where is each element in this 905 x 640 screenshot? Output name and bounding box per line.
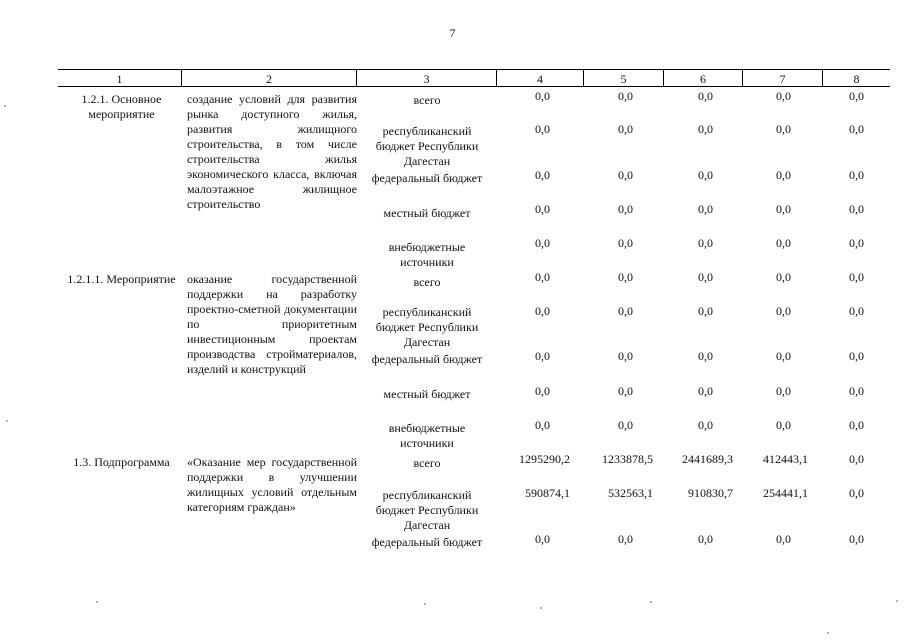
- scan-speck: [650, 601, 652, 603]
- value-col4: 0,0: [535, 122, 550, 136]
- value-col5: 0,0: [618, 202, 633, 216]
- funding-source-label: федеральный бюджет: [371, 171, 483, 185]
- value-col4: 590874,1: [525, 486, 570, 500]
- funding-source-label: республиканский бюджет Республики Дагестан: [375, 488, 479, 532]
- value-col8: 0,0: [849, 452, 864, 466]
- column-header: 5: [620, 72, 627, 86]
- value-col8: 0,0: [849, 532, 864, 546]
- column-header: 7: [779, 72, 786, 86]
- scan-speck: [827, 632, 829, 634]
- scan-speck: [424, 603, 426, 605]
- value-col6: 0,0: [698, 532, 713, 546]
- row-code: 1.3. Подпрограмма: [73, 455, 170, 469]
- value-col6: 910830,7: [688, 486, 733, 500]
- value-col4: 0,0: [535, 384, 550, 398]
- value-col7: 254441,1: [763, 486, 808, 500]
- scan-speck: [540, 607, 542, 609]
- funding-source-label: республиканский бюджет Республики Дагестан: [375, 124, 479, 168]
- funding-source-label: внебюджетные источники: [388, 421, 466, 450]
- funding-source-label: местный бюджет: [383, 206, 471, 220]
- value-col7: 0,0: [776, 236, 791, 250]
- value-col7: 0,0: [776, 168, 791, 182]
- value-col4: 0,0: [535, 168, 550, 182]
- scan-speck: [96, 601, 98, 603]
- value-col7: 412443,1: [763, 452, 808, 466]
- value-col8: 0,0: [849, 486, 864, 500]
- value-col4: 1295290,2: [519, 452, 570, 466]
- value-col8: 0,0: [849, 202, 864, 216]
- value-col4: 0,0: [535, 236, 550, 250]
- funding-source-label: федеральный бюджет: [371, 535, 483, 549]
- funding-source-label: всего: [413, 93, 441, 107]
- value-col8: 0,0: [849, 349, 864, 363]
- value-col5: 0,0: [618, 532, 633, 546]
- funding-source-label: республиканский бюджет Республики Дагестан: [375, 305, 479, 349]
- value-col6: 0,0: [698, 418, 713, 432]
- value-col7: 0,0: [776, 418, 791, 432]
- row-code: 1.2.1. Основное мероприятие: [81, 92, 162, 121]
- table-header-bottom-rule: [58, 86, 890, 87]
- value-col8: 0,0: [849, 270, 864, 284]
- value-col6: 0,0: [698, 304, 713, 318]
- value-col5: 0,0: [618, 418, 633, 432]
- value-col6: 0,0: [698, 168, 713, 182]
- column-header: 2: [266, 72, 272, 86]
- value-col7: 0,0: [776, 304, 791, 318]
- value-col8: 0,0: [849, 122, 864, 136]
- value-col5: 0,0: [618, 384, 633, 398]
- value-col6: 0,0: [698, 270, 713, 284]
- value-col4: 0,0: [535, 349, 550, 363]
- value-col5: 532563,1: [608, 486, 653, 500]
- column-header: 8: [853, 72, 860, 86]
- value-col5: 0,0: [618, 236, 633, 250]
- value-col8: 0,0: [849, 384, 864, 398]
- value-col4: 0,0: [535, 270, 550, 284]
- value-col7: 0,0: [776, 532, 791, 546]
- value-col7: 0,0: [776, 89, 791, 103]
- value-col6: 0,0: [698, 122, 713, 136]
- row-description: создание условий для развития рынка доступного жилья, развития жилищного строительства, в том числе строительства жилья экономического класса, включая малоэтажное жилищное строительство: [187, 92, 357, 211]
- value-col6: 0,0: [698, 202, 713, 216]
- value-col8: 0,0: [849, 236, 864, 250]
- table-header-top-rule: [58, 69, 890, 70]
- column-header: 1: [116, 72, 123, 86]
- row-description: оказание государственной поддержки на разработку проектно-сметной документации по приоритетным инвестиционным проектам производства стройматериалов, изделий и конструкций: [187, 272, 357, 376]
- value-col5: 0,0: [618, 304, 633, 318]
- value-col8: 0,0: [849, 304, 864, 318]
- scan-speck: [6, 420, 8, 422]
- funding-source-label: всего: [413, 275, 441, 289]
- funding-source-label: федеральный бюджет: [371, 352, 483, 366]
- value-col6: 0,0: [698, 349, 713, 363]
- funding-source-label: местный бюджет: [383, 387, 471, 401]
- value-col5: 0,0: [618, 168, 633, 182]
- value-col6: 0,0: [698, 236, 713, 250]
- value-col6: 2441689,3: [682, 452, 733, 466]
- scan-speck: [4, 105, 6, 107]
- value-col7: 0,0: [776, 270, 791, 284]
- value-col5: 0,0: [618, 270, 633, 284]
- scan-speck: [896, 600, 898, 602]
- column-header: 4: [537, 72, 543, 86]
- funding-source-label: внебюджетные источники: [388, 240, 466, 269]
- value-col6: 0,0: [698, 384, 713, 398]
- funding-source-label: всего: [413, 456, 441, 470]
- value-col7: 0,0: [776, 384, 791, 398]
- value-col7: 0,0: [776, 122, 791, 136]
- value-col4: 0,0: [535, 202, 550, 216]
- value-col4: 0,0: [535, 89, 550, 103]
- row-code: 1.2.1.1. Мероприятие: [67, 272, 176, 286]
- value-col8: 0,0: [849, 168, 864, 182]
- page-number: 7: [449, 26, 456, 40]
- value-col4: 0,0: [535, 304, 550, 318]
- value-col7: 0,0: [776, 202, 791, 216]
- row-description: «Оказание мер государственной поддержки в улучшении жилищных условий отдельным категориям граждан»: [187, 455, 357, 514]
- value-col5: 0,0: [618, 349, 633, 363]
- column-header: 3: [423, 72, 430, 86]
- value-col8: 0,0: [849, 89, 864, 103]
- value-col4: 0,0: [535, 532, 550, 546]
- value-col5: 1233878,5: [602, 452, 653, 466]
- value-col5: 0,0: [618, 122, 633, 136]
- value-col5: 0,0: [618, 89, 633, 103]
- column-header: 6: [700, 72, 706, 86]
- value-col7: 0,0: [776, 349, 791, 363]
- value-col4: 0,0: [535, 418, 550, 432]
- value-col8: 0,0: [849, 418, 864, 432]
- value-col6: 0,0: [698, 89, 713, 103]
